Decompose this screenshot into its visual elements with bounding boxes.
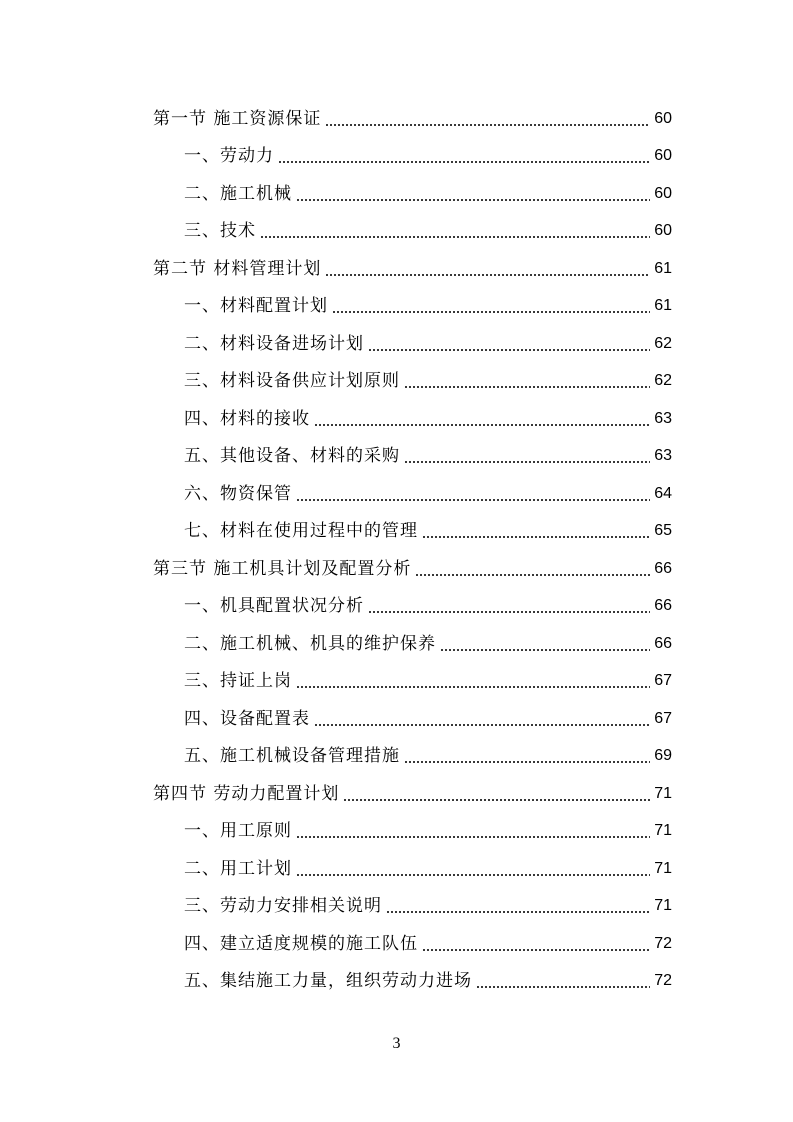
toc-subsection-entry[interactable]	[0, 625, 793, 663]
toc-entry-page: 63	[654, 447, 672, 465]
toc-entry-page: 66	[654, 559, 672, 577]
dot-leader	[332, 311, 650, 313]
toc-subsection-entry[interactable]	[0, 325, 793, 363]
toc-entry-label: 三、持证上岗	[184, 671, 292, 692]
dot-leader	[343, 799, 650, 801]
toc-entry-page: 67	[654, 672, 672, 690]
toc-subsection-entry[interactable]	[0, 213, 793, 251]
toc-subsection-entry[interactable]	[0, 700, 793, 738]
toc-subsection-entry[interactable]	[0, 925, 793, 963]
toc-entry-label: 一、材料配置计划	[184, 296, 328, 317]
toc-subsection-entry[interactable]	[0, 288, 793, 326]
dot-leader	[314, 724, 650, 726]
dot-leader	[296, 499, 650, 501]
dot-leader	[476, 986, 650, 988]
toc-section-entry[interactable]	[0, 775, 793, 813]
dot-leader	[368, 349, 650, 351]
toc-entry-page: 60	[654, 109, 672, 127]
toc-section-entry[interactable]	[0, 250, 793, 288]
toc-entry-page: 67	[654, 709, 672, 727]
toc-section-entry[interactable]	[0, 100, 793, 138]
toc-entry-page: 62	[654, 334, 672, 352]
toc-entry-label: 六、物资保管	[184, 483, 292, 504]
toc-entry-page: 66	[654, 597, 672, 615]
dot-leader	[325, 124, 650, 126]
dot-leader	[368, 611, 650, 613]
dot-leader	[260, 236, 650, 238]
toc-subsection-entry[interactable]	[0, 513, 793, 551]
toc-entry-page: 72	[654, 934, 672, 952]
toc-entry-page: 60	[654, 222, 672, 240]
dot-leader	[296, 686, 650, 688]
toc-entry-page: 71	[654, 822, 672, 840]
toc-entry-label: 一、劳动力	[184, 146, 274, 167]
toc-entry-label: 第二节 材料管理计划	[153, 258, 322, 279]
dot-leader	[422, 949, 650, 951]
toc-subsection-entry[interactable]	[0, 850, 793, 888]
toc-subsection-entry[interactable]	[0, 138, 793, 176]
dot-leader	[278, 161, 650, 163]
toc-entry-page: 61	[654, 297, 672, 315]
toc-entry-label: 四、建立适度规模的施工队伍	[184, 933, 418, 954]
toc-entry-label: 五、施工机械设备管理措施	[184, 746, 400, 767]
toc-entry-page: 62	[654, 372, 672, 390]
table-of-contents	[0, 100, 793, 1000]
toc-entry-page: 66	[654, 634, 672, 652]
dot-leader	[325, 274, 650, 276]
toc-entry-page: 60	[654, 147, 672, 165]
toc-entry-label: 五、其他设备、材料的采购	[184, 446, 400, 467]
toc-entry-label: 三、技术	[184, 221, 256, 242]
dot-leader	[296, 836, 650, 838]
toc-entry-page: 69	[654, 747, 672, 765]
toc-entry-label: 一、用工原则	[184, 821, 292, 842]
toc-subsection-entry[interactable]	[0, 438, 793, 476]
toc-subsection-entry[interactable]	[0, 663, 793, 701]
toc-subsection-entry[interactable]	[0, 400, 793, 438]
toc-entry-label: 二、用工计划	[184, 858, 292, 879]
toc-entry-label: 三、材料设备供应计划原则	[184, 371, 400, 392]
toc-entry-page: 60	[654, 184, 672, 202]
toc-entry-label: 二、施工机械	[184, 183, 292, 204]
dot-leader	[404, 461, 650, 463]
toc-entry-page: 71	[654, 897, 672, 915]
toc-entry-label: 四、材料的接收	[184, 408, 310, 429]
toc-entry-page: 63	[654, 409, 672, 427]
toc-entry-page: 71	[654, 859, 672, 877]
toc-entry-label: 五、集结施工力量，组织劳动力进场	[184, 971, 472, 992]
toc-entry-page: 72	[654, 972, 672, 990]
toc-entry-page: 65	[654, 522, 672, 540]
toc-entry-label: 第三节 施工机具计划及配置分析	[153, 558, 412, 579]
toc-subsection-entry[interactable]	[0, 475, 793, 513]
toc-subsection-entry[interactable]	[0, 888, 793, 926]
toc-subsection-entry[interactable]	[0, 363, 793, 401]
dot-leader	[296, 874, 650, 876]
toc-subsection-entry[interactable]	[0, 588, 793, 626]
page-number: 3	[392, 1035, 401, 1052]
toc-entry-label: 二、材料设备进场计划	[184, 333, 364, 354]
toc-entry-page: 61	[654, 259, 672, 277]
toc-entry-label: 一、机具配置状况分析	[184, 596, 364, 617]
toc-entry-label: 七、材料在使用过程中的管理	[184, 521, 418, 542]
dot-leader	[422, 536, 650, 538]
toc-subsection-entry[interactable]	[0, 813, 793, 851]
toc-entry-label: 第四节 劳动力配置计划	[153, 783, 340, 804]
toc-entry-label: 三、劳动力安排相关说明	[184, 896, 382, 917]
toc-section-entry[interactable]	[0, 550, 793, 588]
toc-entry-label: 四、设备配置表	[184, 708, 310, 729]
dot-leader	[415, 574, 650, 576]
dot-leader	[386, 911, 650, 913]
dot-leader	[404, 386, 650, 388]
toc-subsection-entry[interactable]	[0, 175, 793, 213]
toc-subsection-entry[interactable]	[0, 738, 793, 776]
toc-entry-label: 二、施工机械、机具的维护保养	[184, 633, 436, 654]
toc-entry-label: 第一节 施工资源保证	[153, 108, 322, 129]
toc-entry-page: 71	[654, 784, 672, 802]
dot-leader	[296, 199, 650, 201]
toc-subsection-entry[interactable]	[0, 963, 793, 1001]
dot-leader	[440, 649, 650, 651]
toc-entry-page: 64	[654, 484, 672, 502]
dot-leader	[314, 424, 650, 426]
dot-leader	[404, 761, 650, 763]
